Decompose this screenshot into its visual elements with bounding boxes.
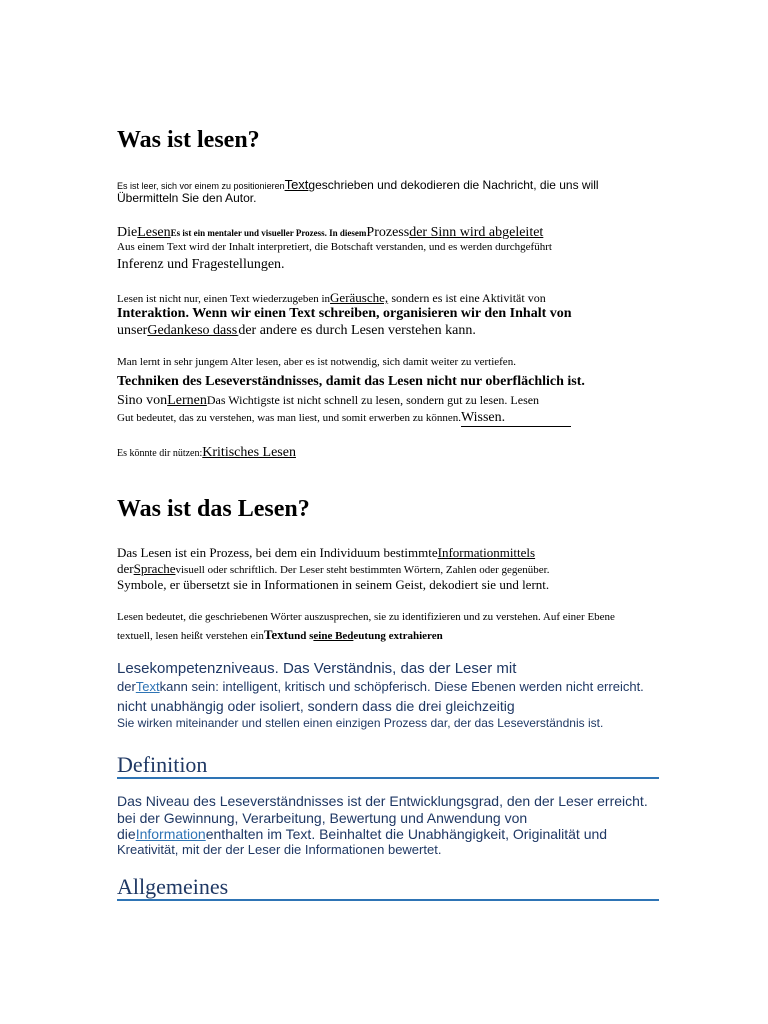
text-fragment: visuell oder schriftlich. Der Leser steht bestimmten Wörtern, Zahlen oder gegenüber. [175, 564, 550, 576]
text-fragment: Prozess [366, 225, 410, 240]
text-fragment: Das Lesen ist ein Prozess, bei dem ein Individuum bestimmte [117, 545, 438, 560]
text-fragment: Es könnte dir nützen: [117, 448, 203, 459]
allgemeines-heading-rule [117, 899, 659, 901]
text-fragment: der [117, 679, 136, 694]
text-fragment: Das Wichtigste ist nicht schnell zu lesen, sondern gut zu lesen. Lesen [206, 393, 540, 407]
page-title: Was ist lesen? [117, 127, 260, 153]
section2-p3-line-3: nicht unabhängig oder isoliert, sondern dass die drei gleichzeitig [117, 698, 515, 714]
definition-line-1: Das Niveau des Leseverständnisses ist der Entwicklungsgrad, den der Leser erreicht. [117, 793, 648, 809]
text-fragment: Lernen [167, 393, 207, 408]
section2-p3-line-4: Sie wirken miteinander und stellen einen einzigen Prozess dar, der das Leseverständnis ist. [117, 716, 604, 730]
text-fragment: Gedankeso dass [147, 323, 238, 338]
section2-p3-line-2 [117, 680, 644, 695]
text-fragment: Sprache [133, 561, 176, 576]
text-fragment: der andere es durch Lesen verstehen kann. [238, 323, 476, 338]
text-fragment: Text [263, 627, 288, 642]
text-fragment: eine Bed [313, 630, 354, 642]
kritisches-lesen-link[interactable]: Kritisches Lesen [202, 445, 296, 460]
paragraph-2-line-3: Inferenz und Fragestellungen. [117, 257, 285, 272]
text-fragment: textuell, lesen heißt verstehen ein [117, 630, 264, 642]
text-fragment: und s [288, 630, 314, 642]
text-fragment: sondern es ist eine Aktivität von [391, 291, 546, 305]
paragraph-3-line-2: Interaktion. Wenn wir einen Text schreiben, organisieren wir den Inhalt von [117, 306, 572, 321]
text-fragment: Gut bedeutet, das zu verstehen, was man liest, und somit erwerben zu können. [117, 412, 461, 424]
text-fragment: Es ist ein mentaler und visueller Prozess. In diesem [170, 228, 367, 238]
paragraph-4-line-1: Man lernt in sehr jungem Alter lesen, aber es ist notwendig, sich damit weiter zu vertiefen. [117, 356, 516, 368]
text-fragment: kann sein: intelligent, kritisch und schöpferisch. Diese Ebenen werden nicht erreicht. [159, 679, 644, 694]
definition-heading: Definition [117, 752, 208, 777]
paragraph-4-line-4 [117, 410, 571, 427]
paragraph-1-line-2: Übermitteln Sie den Autor. [117, 191, 257, 205]
paragraph-4-line-3 [117, 393, 539, 409]
allgemeines-heading: Allgemeines [117, 874, 229, 899]
information-link[interactable]: Information [135, 826, 206, 842]
text-fragment: Lesen [137, 225, 171, 240]
paragraph-3-line-1 [117, 291, 546, 306]
text-fragment: der Sinn wird abgeleitet [409, 225, 544, 240]
text-fragment: Sino von [117, 393, 168, 408]
text-fragment: Wissen. [461, 410, 571, 427]
paragraph-5 [117, 445, 296, 461]
text-fragment: Geräusche, [330, 290, 389, 305]
section2-p2-line-1: Lesen bedeutet, die geschriebenen Wörter auszusprechen, sie zu identifizieren und zu verstehen. Auf einer Ebene [117, 611, 615, 623]
section-heading: Was ist das Lesen? [117, 496, 310, 522]
text-fragment: Text [284, 177, 309, 192]
text-fragment: der [117, 561, 134, 576]
paragraph-4-line-2: Techniken des Leseverständnisses, damit das Lesen nicht nur oberflächlich ist. [117, 374, 585, 389]
section2-p1-line-1 [117, 546, 535, 561]
definition-heading-rule [117, 777, 659, 779]
paragraph-2-line-1 [117, 225, 543, 241]
section2-p1-line-2 [117, 562, 549, 577]
text-fragment: Lesen ist nicht nur, einen Text wiederzugeben in [117, 293, 331, 305]
definition-line-2: bei der Gewinnung, Verarbeitung, Bewertung und Anwendung von [117, 810, 528, 826]
text-fragment: Die [117, 225, 138, 240]
paragraph-2-line-2: Aus einem Text wird der Inhalt interpretiert, die Botschaft verstanden, und es werden durchgeführt [117, 241, 552, 253]
paragraph-3-line-3 [117, 323, 476, 339]
text-fragment: geschrieben und dekodieren die Nachricht, die uns will [308, 178, 599, 192]
text-link[interactable]: Text [135, 679, 160, 694]
definition-line-3 [117, 826, 607, 842]
text-fragment: Es ist leer, sich vor einem zu positionieren [117, 181, 285, 191]
section2-p1-line-3: Symbole, er übersetzt sie in Informationen in seinem Geist, dekodiert sie und lernt. [117, 577, 550, 592]
text-fragment: enthalten im Text. Beinhaltet die Unabhängigkeit, Originalität und [205, 826, 608, 842]
text-fragment: die [117, 826, 136, 842]
text-fragment: eutung extrahieren [353, 630, 443, 642]
text-fragment: unser [117, 323, 148, 338]
section2-p3-line-1: Lesekompetenzniveaus. Das Verständnis, das der Leser mit [117, 660, 517, 677]
text-fragment: Informationmittels [437, 545, 536, 560]
definition-line-4: Kreativität, mit der der Leser die Informationen bewertet. [117, 842, 442, 857]
section2-p2-line-2 [117, 628, 443, 643]
